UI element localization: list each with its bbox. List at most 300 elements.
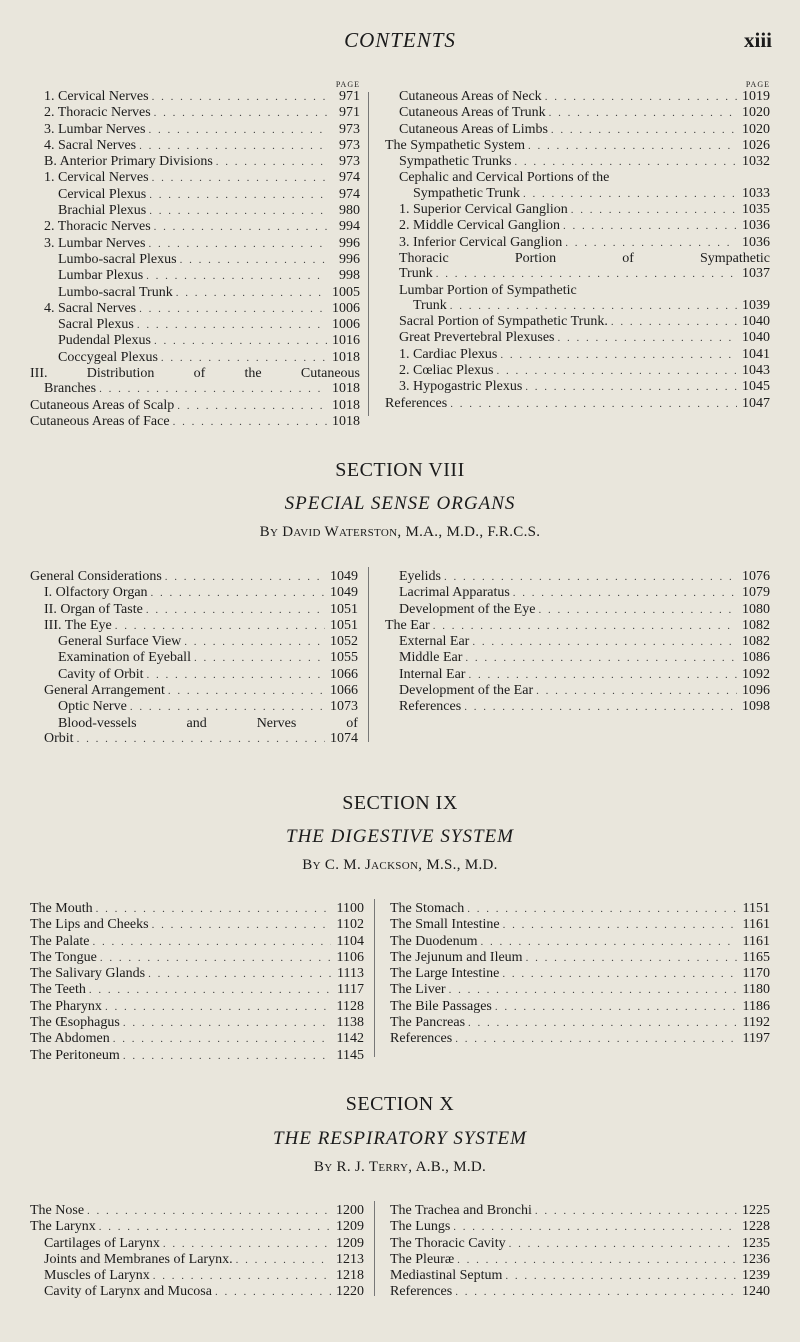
toc-entry-title: Cavity of Orbit — [58, 666, 144, 682]
toc-entry — [390, 1252, 770, 1268]
leader-dots — [455, 1032, 737, 1047]
toc-entry-title: 2. Cœliac Plexus — [399, 363, 494, 379]
toc-entry-title: Brachial Plexus — [58, 203, 147, 219]
toc-entry — [30, 650, 358, 666]
toc-entry-page: 1240 — [742, 1284, 770, 1300]
toc-entry-page: 1026 — [742, 137, 770, 153]
toc-entry — [30, 350, 360, 366]
leader-dots — [551, 123, 737, 138]
toc-entry-page: 973 — [339, 137, 360, 153]
toc-entry — [30, 219, 360, 235]
toc-entry — [30, 89, 360, 105]
leader-dots — [468, 1016, 737, 1031]
toc-entry — [30, 917, 364, 933]
leader-dots — [152, 171, 327, 186]
toc-entry-page: 1225 — [742, 1203, 770, 1218]
author-by: By — [302, 857, 321, 873]
leader-dots — [453, 1220, 737, 1235]
leader-dots — [549, 106, 737, 121]
toc-entry-title: The Sympathetic System — [385, 137, 525, 153]
toc-entry — [385, 585, 770, 601]
toc-entry-title: The Stomach — [390, 901, 465, 916]
toc-entry-page: 1018 — [332, 349, 360, 365]
leader-dots — [509, 1237, 737, 1252]
toc-column-left — [30, 80, 360, 430]
toc-entry-title: II. Organ of Taste — [44, 601, 143, 617]
leader-dots — [450, 397, 737, 412]
toc-entry-title: The Liver — [390, 982, 446, 998]
toc-entry — [390, 1219, 770, 1235]
toc-entry-title: The Teeth — [30, 982, 86, 998]
toc-entry-title: Coccygeal Plexus — [58, 349, 158, 365]
toc-entry-title: Cutaneous Areas of Trunk — [399, 105, 546, 121]
leader-dots — [161, 351, 327, 366]
toc-entry — [390, 999, 770, 1015]
toc-entry — [30, 1219, 364, 1235]
toc-entry-title: The Salivary Glands — [30, 966, 146, 982]
toc-entry — [30, 1236, 364, 1252]
section-author — [0, 1159, 800, 1176]
toc-entry — [385, 105, 770, 121]
toc-entry — [30, 716, 358, 731]
toc-entry-title: Cutaneous Areas of Limbs — [399, 121, 548, 137]
toc-entry-page: 1200 — [336, 1203, 364, 1218]
toc-entry — [30, 317, 360, 333]
toc-entry-title: Examination of Eyeball — [58, 650, 191, 666]
toc-entry — [30, 699, 358, 715]
leader-dots — [563, 219, 737, 234]
toc-entry-page: 1209 — [336, 1235, 364, 1251]
leader-dots — [514, 155, 737, 170]
toc-entry-page: 1239 — [742, 1268, 770, 1284]
toc-entry — [30, 236, 360, 252]
toc-entry-title: Pudendal Plexus — [58, 333, 151, 349]
toc-entry-title: Cervical Plexus — [58, 186, 147, 202]
toc-entry-page: 1076 — [742, 569, 770, 584]
toc-entry-title: The Bile Passages — [390, 998, 492, 1014]
toc-entry — [385, 89, 770, 105]
leader-dots — [468, 668, 737, 683]
toc-entry-title: The Jejunum and Ileum — [390, 949, 523, 965]
toc-entry — [30, 585, 358, 601]
toc-entry — [385, 186, 770, 202]
leader-dots — [148, 123, 327, 138]
toc-entry-page: 1128 — [336, 998, 364, 1014]
toc-entry-page: 1165 — [742, 949, 770, 965]
toc-entry-title: The Large Intestine — [390, 966, 500, 982]
toc-entry-title: 2. Thoracic Nerves — [44, 105, 151, 121]
author-by: By — [259, 524, 279, 540]
leader-dots — [433, 619, 737, 634]
toc-entry-title: Thoracic Portion of Sympathetic — [399, 250, 770, 266]
toc-entry — [390, 950, 770, 966]
toc-entry-page: 1035 — [742, 202, 770, 218]
section-subtitle: SPECIAL SENSE ORGANS — [284, 493, 516, 514]
toc-entry — [385, 618, 770, 634]
toc-entry-page: 1186 — [742, 998, 770, 1014]
leader-dots — [194, 651, 325, 666]
toc-entry — [30, 203, 360, 219]
leader-dots — [146, 603, 325, 618]
toc-column-left — [30, 1203, 364, 1301]
toc-entry — [385, 569, 770, 585]
leader-dots — [152, 918, 331, 933]
toc-entry-title: The Thoracic Cavity — [390, 1235, 506, 1251]
column-divider — [368, 92, 369, 416]
toc-entry-title: Trunk — [399, 266, 433, 282]
leader-dots — [480, 935, 737, 950]
toc-entry-page: 1180 — [742, 982, 770, 998]
toc-entry — [30, 602, 358, 618]
toc-entry-page: 1082 — [742, 634, 770, 650]
toc-entry — [30, 901, 364, 917]
toc-entry-title: Lumbar Plexus — [58, 268, 144, 284]
toc-entry-title: The Lungs — [390, 1219, 451, 1235]
toc-entry-title: The Lips and Cheeks — [30, 917, 149, 933]
author-degrees: M.A., M.D., F.R.C.S. — [405, 524, 541, 540]
toc-entry — [30, 982, 364, 998]
section-author — [0, 857, 800, 874]
toc-entry-page: 1096 — [742, 683, 770, 699]
leader-dots — [149, 188, 327, 203]
toc-entry — [385, 667, 770, 683]
leader-dots — [513, 586, 737, 601]
toc-entry — [390, 1015, 770, 1031]
toc-entry-title: The Tongue — [30, 949, 97, 965]
toc-entry-title: 3. Hypogastric Plexus — [399, 379, 523, 395]
toc-entry-title: Branches — [44, 381, 97, 397]
leader-dots — [154, 106, 327, 121]
leader-dots — [130, 700, 325, 715]
toc-entry — [30, 187, 360, 203]
toc-entry-title: The Small Intestine — [390, 917, 500, 933]
toc-entry-page: 1041 — [742, 346, 770, 362]
toc-entry-title: Cutaneous Areas of Neck — [399, 89, 542, 104]
toc-entry-page: 1086 — [742, 650, 770, 666]
leader-dots — [505, 1269, 737, 1284]
page-header-title: CONTENTS — [344, 28, 456, 52]
toc-entry-page: 1066 — [330, 683, 358, 699]
leader-dots — [467, 902, 737, 917]
leader-dots — [139, 302, 327, 317]
section-title: SECTION X — [345, 1093, 455, 1115]
leader-dots — [148, 967, 331, 982]
toc-entry-page: 1016 — [332, 333, 360, 349]
toc-entry-title: 1. Cardiac Plexus — [399, 346, 498, 362]
leader-dots — [177, 399, 327, 414]
toc-entry-title: Cavity of Larynx and Mucosa — [44, 1284, 212, 1300]
toc-entry — [30, 1048, 364, 1064]
toc-entry-page: 1032 — [742, 154, 770, 170]
column-divider — [374, 1201, 375, 1296]
toc-entry — [385, 251, 770, 266]
toc-entry-title: Lacrimal Apparatus — [399, 585, 510, 601]
toc-entry — [385, 347, 770, 363]
toc-entry-page: 1145 — [336, 1047, 364, 1063]
toc-entry-title: I. Olfactory Organ — [44, 585, 148, 601]
toc-entry — [385, 170, 770, 185]
toc-entry-page: 1006 — [332, 317, 360, 333]
toc-entry-page: 1055 — [330, 650, 358, 666]
leader-dots — [497, 364, 738, 379]
toc-entry-page: 1236 — [742, 1251, 770, 1267]
leader-dots — [149, 204, 327, 219]
toc-entry-title: 2. Thoracic Nerves — [44, 219, 151, 235]
toc-entry-title: Lumbo-sacral Trunk — [58, 284, 173, 300]
toc-entry — [30, 122, 360, 138]
toc-entry-page: 1020 — [742, 105, 770, 121]
toc-entry-title: 1. Cervical Nerves — [44, 89, 149, 104]
toc-entry-page: 1045 — [742, 379, 770, 395]
toc-entry-page: 1036 — [742, 234, 770, 250]
leader-dots — [545, 90, 737, 105]
leader-dots — [536, 684, 737, 699]
leader-dots — [180, 253, 327, 268]
toc-entry — [385, 363, 770, 379]
toc-entry-page: 1040 — [742, 314, 770, 330]
toc-entry — [385, 379, 770, 395]
toc-entry — [30, 999, 364, 1015]
leader-dots — [154, 334, 327, 349]
leader-dots — [163, 1237, 331, 1252]
leader-dots — [436, 267, 737, 282]
leader-dots — [215, 1285, 331, 1300]
toc-entry — [30, 569, 358, 585]
toc-entry — [385, 298, 770, 314]
toc-entry-page: 974 — [339, 170, 360, 186]
toc-column-right — [390, 1203, 770, 1301]
toc-entry-page: 1073 — [330, 699, 358, 715]
toc-entry-page: 1006 — [332, 300, 360, 316]
toc-entry — [30, 1015, 364, 1031]
leader-dots — [526, 951, 737, 966]
toc-entry-title: The Mouth — [30, 901, 93, 916]
author-degrees: M.S., M.D. — [426, 857, 498, 873]
leader-dots — [137, 318, 327, 333]
toc-entry — [30, 333, 360, 349]
toc-entry — [390, 966, 770, 982]
toc-entry-page: 1151 — [742, 901, 770, 916]
leader-dots — [444, 570, 737, 585]
toc-entry — [30, 731, 358, 747]
leader-dots — [525, 380, 737, 395]
toc-entry — [385, 138, 770, 154]
toc-entry-page: 1161 — [742, 917, 770, 933]
toc-entry-title: Muscles of Larynx — [44, 1268, 150, 1284]
toc-entry-title: The Œsophagus — [30, 1015, 120, 1031]
toc-entry-page: 1047 — [742, 395, 770, 411]
toc-entry-page: 1037 — [742, 266, 770, 282]
toc-entry — [385, 699, 770, 715]
toc-entry-page: 1039 — [742, 297, 770, 313]
toc-entry-title: The Nose — [30, 1203, 85, 1218]
toc-entry — [30, 1031, 364, 1047]
toc-entry — [30, 301, 360, 317]
toc-entry-page: 1036 — [742, 218, 770, 234]
author-name: R. J. Terry, — [336, 1159, 413, 1175]
toc-entry-title: 3. Lumbar Nerves — [44, 235, 146, 251]
toc-entry-title: III. The Eye — [44, 617, 112, 633]
author-name: David Waterston, — [282, 524, 402, 540]
toc-entry — [30, 285, 360, 301]
toc-entry — [30, 398, 360, 414]
section-subtitle: THE DIGESTIVE SYSTEM — [286, 826, 514, 847]
toc-entry-page: 1018 — [332, 397, 360, 413]
toc-entry — [30, 154, 360, 170]
leader-dots — [216, 155, 327, 170]
toc-entry-page: 1066 — [330, 666, 358, 682]
leader-dots — [535, 1204, 737, 1219]
toc-entry — [385, 314, 770, 330]
leader-dots — [571, 203, 737, 218]
toc-entry-title: General Arrangement — [44, 683, 165, 699]
toc-entry-title: The Duodenum — [390, 933, 478, 949]
toc-entry — [390, 1236, 770, 1252]
toc-entry — [390, 1031, 770, 1047]
leader-dots — [523, 187, 737, 202]
toc-entry-page: 1218 — [336, 1268, 364, 1284]
toc-entry-page: 1043 — [742, 363, 770, 379]
toc-entry — [385, 235, 770, 251]
toc-entry-title: 3. Inferior Cervical Ganglion — [399, 234, 563, 250]
toc-entry-title: 1. Superior Cervical Ganglion — [399, 202, 568, 218]
toc-entry — [30, 414, 360, 430]
toc-entry-title: 2. Middle Cervical Ganglion — [399, 218, 560, 234]
toc-entry-title: The Pharynx — [30, 998, 102, 1014]
toc-entry-page: 1049 — [330, 585, 358, 601]
leader-dots — [96, 902, 331, 917]
toc-entry — [30, 667, 358, 683]
toc-entry-page: 1079 — [742, 585, 770, 601]
toc-entry — [30, 252, 360, 268]
leader-dots — [558, 331, 738, 346]
toc-entry — [385, 396, 770, 412]
toc-entry-title: 1. Cervical Nerves — [44, 170, 149, 186]
toc-entry — [385, 283, 770, 298]
toc-entry — [30, 366, 360, 381]
toc-entry-page: 1235 — [742, 1235, 770, 1251]
toc-entry-page: 1113 — [337, 966, 364, 982]
toc-entry — [385, 154, 770, 170]
toc-entry-page: 1052 — [330, 634, 358, 650]
toc-entry-title: Lumbo-sacral Plexus — [58, 251, 177, 267]
leader-dots — [465, 651, 737, 666]
toc-entry-title: General Surface View — [58, 634, 182, 650]
leader-dots — [89, 983, 331, 998]
leader-dots — [464, 700, 737, 715]
leader-dots — [173, 415, 327, 430]
leader-dots — [92, 935, 331, 950]
toc-entry-page: 974 — [339, 186, 360, 202]
leader-dots — [168, 684, 325, 699]
leader-dots — [184, 635, 325, 650]
toc-entry-title: Sacral Portion of Sympathetic Trunk. — [399, 314, 608, 330]
toc-entry-title: Optic Nerve — [58, 699, 127, 715]
toc-entry — [30, 1284, 364, 1300]
toc-entry-page: 971 — [339, 105, 360, 121]
toc-entry-title: The Palate — [30, 933, 90, 949]
leader-dots — [236, 1253, 331, 1268]
leader-dots — [151, 586, 325, 601]
toc-entry-title: The Trachea and Bronchi — [390, 1203, 532, 1218]
author-by: By — [313, 1159, 333, 1175]
leader-dots — [165, 570, 325, 585]
column-divider — [374, 899, 375, 1057]
toc-entry — [390, 917, 770, 933]
leader-dots — [123, 1049, 331, 1064]
toc-entry-page: 1040 — [742, 330, 770, 346]
leader-dots — [495, 1000, 737, 1015]
toc-entry — [30, 268, 360, 284]
leader-dots — [500, 348, 737, 363]
toc-entry-title: Blood-vessels and Nerves of — [58, 715, 358, 731]
toc-entry-title: Sympathetic Trunk — [413, 185, 520, 201]
toc-entry-title: Cutaneous Areas of Scalp — [30, 397, 175, 413]
toc-entry-title: Sympathetic Trunks — [399, 154, 512, 170]
toc-entry-page: 1197 — [742, 1031, 770, 1047]
toc-entry — [30, 170, 360, 186]
toc-entry-title: 4. Sacral Nerves — [44, 300, 137, 316]
toc-entry — [390, 1284, 770, 1300]
leader-dots — [113, 1032, 331, 1047]
section-subtitle: THE RESPIRATORY SYSTEM — [273, 1128, 527, 1149]
toc-entry-page: 973 — [339, 154, 360, 170]
toc-entry — [385, 202, 770, 218]
toc-entry-page: 998 — [339, 268, 360, 284]
toc-entry — [30, 966, 364, 982]
leader-dots — [611, 315, 737, 330]
section-title: SECTION VIII — [335, 459, 465, 481]
toc-entry-page: 1142 — [336, 1031, 364, 1047]
toc-entry — [30, 138, 360, 154]
leader-dots — [147, 668, 325, 683]
toc-entry-page: 1170 — [742, 966, 770, 982]
toc-entry — [390, 1203, 770, 1219]
toc-entry-page: 1117 — [337, 982, 364, 998]
toc-entry — [30, 105, 360, 121]
toc-entry-page: 1098 — [742, 699, 770, 715]
toc-entry-page: 980 — [339, 203, 360, 219]
toc-entry-page: 1192 — [742, 1015, 770, 1031]
toc-entry-title: Development of the Eye — [399, 601, 536, 617]
toc-entry-page: 1138 — [336, 1015, 364, 1031]
toc-entry — [385, 122, 770, 138]
toc-entry-title: 3. Lumbar Nerves — [44, 121, 146, 137]
leader-dots — [148, 237, 327, 252]
toc-entry-title: Orbit — [44, 730, 74, 746]
toc-entry-title: B. Anterior Primary Divisions — [44, 154, 213, 170]
toc-entry-page: 973 — [339, 121, 360, 137]
toc-entry-title: Development of the Ear — [399, 683, 534, 699]
toc-entry-title: Cutaneous Areas of Face — [30, 413, 170, 429]
toc-entry-title: The Larynx — [30, 1219, 96, 1235]
leader-dots — [100, 951, 331, 966]
leader-dots — [154, 220, 327, 235]
toc-entry-page: 1051 — [330, 601, 358, 617]
leader-dots — [457, 1253, 737, 1268]
toc-entry-page: 1102 — [336, 917, 364, 933]
leader-dots — [123, 1016, 331, 1031]
toc-entry-title: Eyelids — [399, 569, 441, 584]
leader-dots — [503, 918, 737, 933]
toc-entry — [30, 934, 364, 950]
toc-entry — [385, 683, 770, 699]
leader-dots — [153, 1269, 331, 1284]
toc-entry-title: The Pleuræ — [390, 1251, 455, 1267]
toc-column-right — [390, 901, 770, 1048]
toc-entry — [385, 602, 770, 618]
toc-entry-page: 1019 — [742, 89, 770, 104]
